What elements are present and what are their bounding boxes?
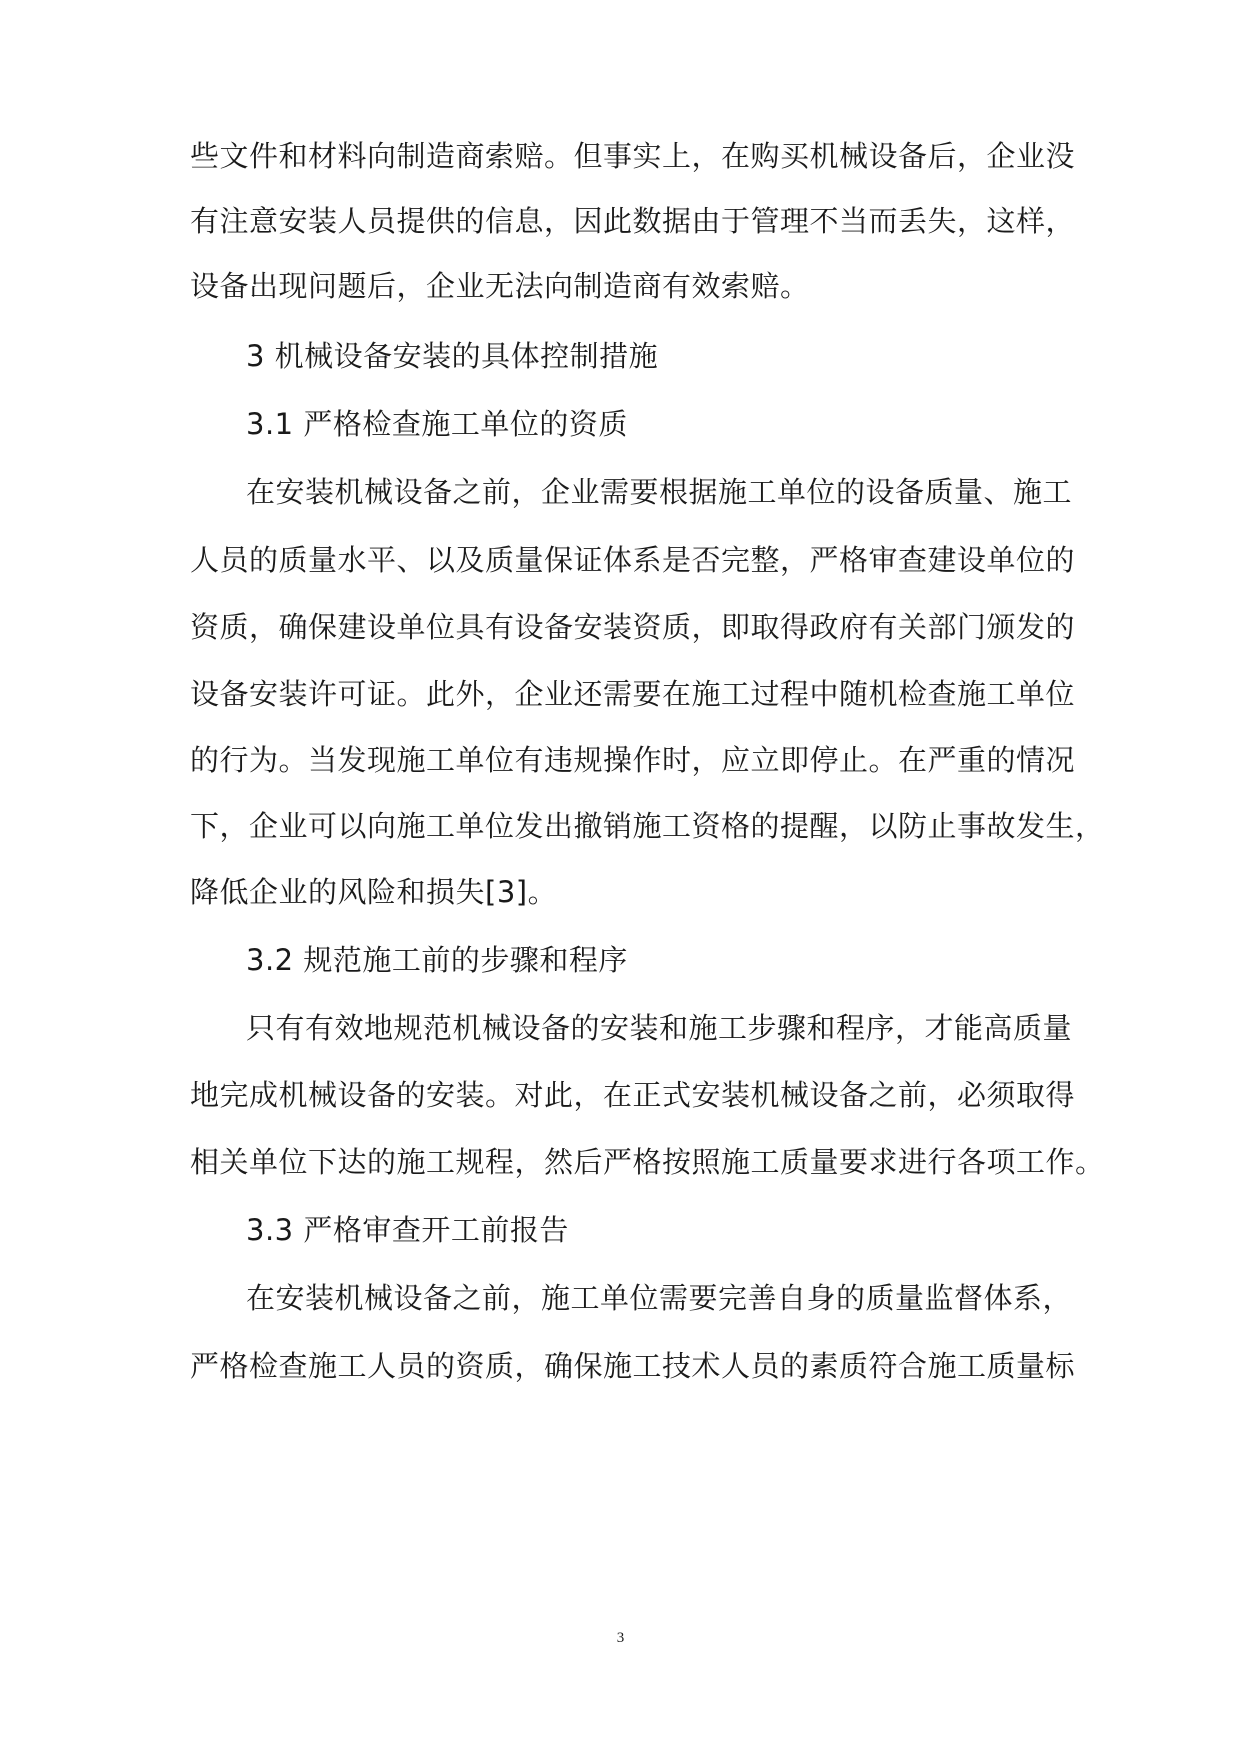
body-text-line: 地完成机械设备的安装。对此，在正式安装机械设备之前，必须取得: [190, 1078, 1076, 1112]
body-text-line: 设备出现问题后，企业无法向制造商有效索赔。: [190, 269, 810, 303]
body-text-line: 降低企业的风险和损失[3]。: [190, 875, 558, 909]
body-text-line: 些文件和材料向制造商索赔。但事实上，在购买机械设备后，企业没: [190, 139, 1076, 173]
paragraph-first-line: 在安装机械设备之前，施工单位需要完善自身的质量监督体系，: [246, 1281, 1073, 1315]
body-text-line: 设备安装许可证。此外，企业还需要在施工过程中随机检查施工单位: [190, 677, 1076, 711]
body-text-line: 相关单位下达的施工规程，然后严格按照施工质量要求进行各项工作。: [190, 1145, 1105, 1179]
subsection-heading: 3.1 严格检查施工单位的资质: [246, 407, 628, 441]
subsection-heading: 3.3 严格审查开工前报告: [246, 1213, 569, 1247]
body-text-line: 人员的质量水平、以及质量保证体系是否完整，严格审查建设单位的: [190, 543, 1076, 577]
body-text-line: 严格检查施工人员的资质，确保施工技术人员的素质符合施工质量标: [190, 1349, 1076, 1383]
subsection-heading: 3.2 规范施工前的步骤和程序: [246, 943, 628, 977]
body-text-line: 下，企业可以向施工单位发出撤销施工资格的提醒，以防止事故发生，: [190, 809, 1105, 843]
body-text-line: 的行为。当发现施工单位有违规操作时，应立即停止。在严重的情况: [190, 743, 1076, 777]
body-text-line: 资质，确保建设单位具有设备安装资质，即取得政府有关部门颁发的: [190, 610, 1076, 644]
page-number: 3: [616, 1630, 625, 1646]
paragraph-first-line: 只有有效地规范机械设备的安装和施工步骤和程序，才能高质量: [246, 1011, 1073, 1045]
paragraph-first-line: 在安装机械设备之前，企业需要根据施工单位的设备质量、施工: [246, 475, 1073, 509]
body-text-line: 有注意安装人员提供的信息，因此数据由于管理不当而丢失，这样，: [190, 204, 1076, 238]
section-heading: 3 机械设备安装的具体控制措施: [246, 339, 659, 373]
